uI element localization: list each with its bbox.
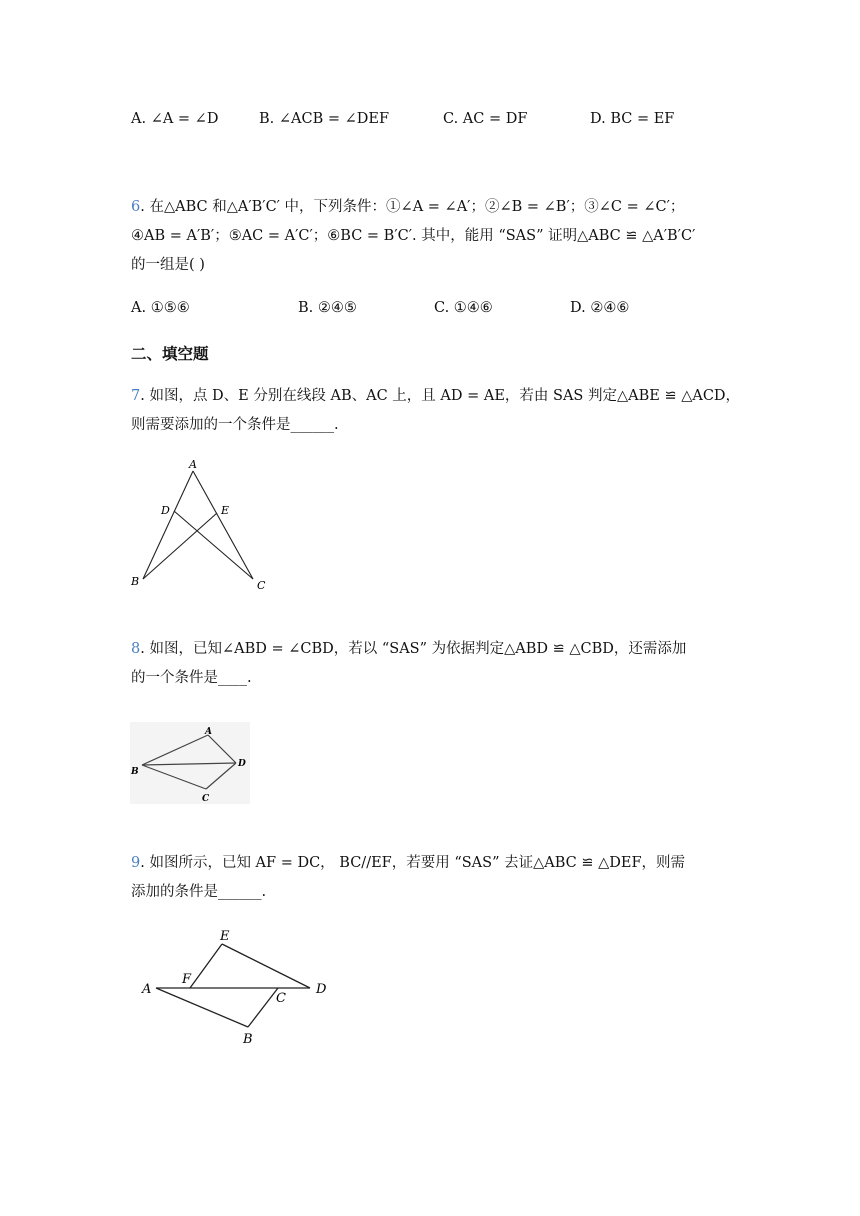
q8-number: 8 — [131, 641, 141, 657]
q8-line-2: 的一个条件是____. — [131, 670, 252, 686]
q8-label-d: D — [238, 759, 246, 769]
q6-option-c[interactable]: C. ①④⑥ — [434, 300, 493, 316]
q7-figure — [125, 455, 275, 595]
q7-line-2: 则需要添加的一个条件是______. — [131, 417, 339, 433]
q9-label-b: B — [243, 1032, 253, 1047]
q8-figure — [130, 722, 250, 804]
q5-option-b[interactable]: B. ∠ACB = ∠DEF — [259, 111, 390, 127]
q6-option-a[interactable]: A. ①⑤⑥ — [131, 300, 190, 316]
q7-label-c: C — [257, 579, 266, 592]
q6-option-d[interactable]: D. ②④⑥ — [570, 300, 630, 316]
q9-label-f: F — [182, 972, 192, 987]
q6-option-b[interactable]: B. ②④⑤ — [298, 300, 357, 316]
q8-label-b: B — [131, 767, 139, 777]
q8-label-c: C — [202, 794, 210, 804]
q7-label-e: E — [221, 504, 230, 517]
q6-number: 6 — [131, 199, 141, 215]
q8-line-1 — [131, 639, 686, 659]
q9-text-1: . 如图所示，已知 AF = DC， BC//EF，若要用 “SAS” 去证△ABC ≌ △DEF，则需 — [140, 855, 686, 871]
section-heading: 二、填空题 — [131, 345, 209, 363]
q9-label-e: E — [220, 929, 230, 944]
q9-label-d: D — [316, 982, 327, 997]
q7-label-b: B — [131, 575, 140, 588]
q9-label-c: C — [276, 991, 286, 1006]
q6-text-1: . 在△ABC 和△A′B′C′ 中，下列条件：①∠A = ∠A′；②∠B = ∠B′；③∠C = ∠C′； — [140, 199, 685, 215]
q9-figure — [130, 920, 340, 1055]
q7-line-1 — [131, 386, 740, 406]
q7-number: 7 — [131, 388, 141, 404]
q7-text-1: . 如图，点 D、E 分别在线段 AB、AC 上，且 AD = AE，若由 SAS 判定△ABE ≌ △ACD， — [140, 388, 741, 404]
q5-option-c[interactable]: C. AC = DF — [443, 111, 528, 127]
q7-label-d: D — [161, 504, 170, 517]
q5-option-d[interactable]: D. BC = EF — [590, 111, 675, 127]
q6-line-3: 的一组是( ) — [131, 257, 205, 273]
q6-line-2: ④AB = A′B′；⑤AC = A′C′；⑥BC = B′C′. 其中，能用 “SAS” 证明△ABC ≌ △A′B′C′ — [131, 228, 696, 244]
q8-text-1: . 如图，已知∠ABD = ∠CBD，若以 “SAS” 为依据判定△ABD ≌ △CBD，还需添加 — [140, 641, 687, 657]
q9-label-a: A — [142, 982, 152, 997]
q8-label-a: A — [205, 727, 212, 737]
q7-label-a: A — [189, 458, 197, 471]
q9-line-2: 添加的条件是______. — [131, 884, 267, 900]
q9-number: 9 — [131, 855, 141, 871]
q5-option-a[interactable]: A. ∠A = ∠D — [131, 111, 219, 127]
q9-line-1 — [131, 853, 685, 873]
q6-line-1 — [131, 197, 684, 217]
